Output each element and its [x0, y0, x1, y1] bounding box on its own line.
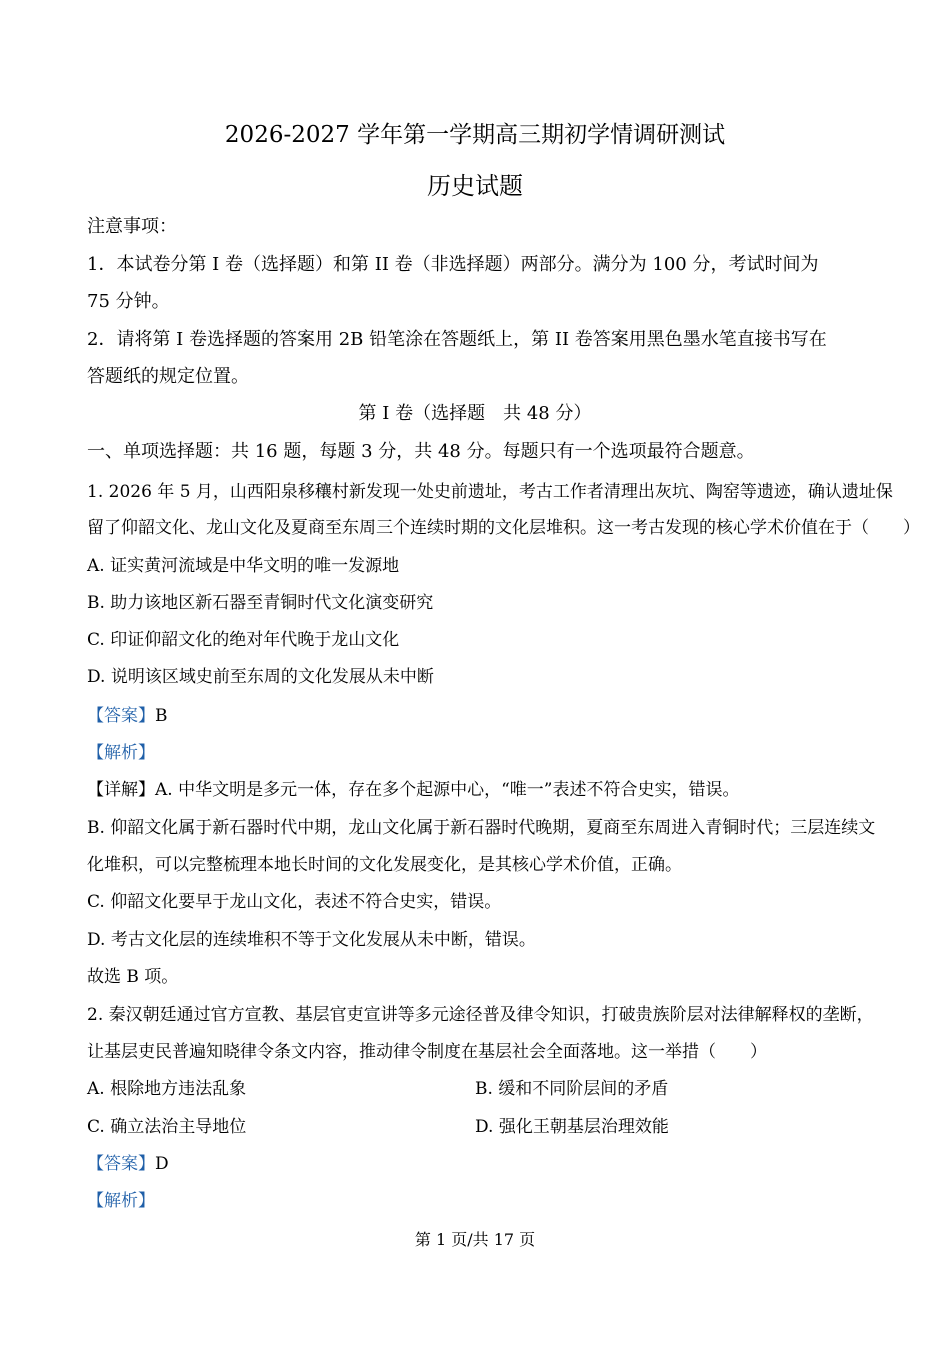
- q2-option-c: C. 确立法治主导地位: [87, 1117, 247, 1137]
- q2-answer-tag: 【答案】: [87, 1154, 155, 1174]
- q1-option-c: C. 印证仰韶文化的绝对年代晚于龙山文化: [87, 630, 400, 650]
- q2-option-d: D. 强化王朝基层治理效能: [475, 1117, 669, 1137]
- notice-item-2-line-2: 答题纸的规定位置。: [87, 366, 249, 387]
- q1-option-b: B. 助力该地区新石器至青铜时代文化演变研究: [87, 593, 434, 613]
- q1-option-d: D. 说明该区域史前至东周的文化发展从未中断: [87, 667, 434, 687]
- q1-stem-line-1: 1. 2026 年 5 月，山西阳泉移穰村新发现一处史前遗址，考古工作者清理出灰坑、陶窑等遗迹，确认遗址保: [87, 482, 893, 502]
- q1-answer-value: B: [155, 706, 168, 726]
- notice-item-2-line-1: 2．请将第 I 卷选择题的答案用 2B 铅笔涂在答题纸上，第 II 卷答案用黑色墨水笔直接书写在: [87, 329, 827, 350]
- q1-detail-d: D. 考古文化层的连续堆积不等于文化发展从未中断，错误。: [87, 930, 536, 950]
- q2-option-b: B. 缓和不同阶层间的矛盾: [475, 1079, 669, 1099]
- notice-heading: 注意事项：: [87, 216, 177, 237]
- q2-stem-line-1: 2. 秦汉朝廷通过官方宣教、基层官吏宣讲等多元途径普及律令知识，打破贵族阶层对法律解释权的垄断，: [87, 1005, 874, 1025]
- q2-analysis-label: 【解析】: [87, 1191, 155, 1211]
- q1-detail-c: C. 仰韶文化要早于龙山文化，表述不符合史实，错误。: [87, 892, 502, 912]
- q1-analysis-label: 【解析】: [87, 743, 155, 763]
- exam-title: 2026-2027 学年第一学期高三期初学情调研测试: [224, 122, 726, 148]
- q2-option-a: A. 根除地方违法乱象: [87, 1079, 247, 1099]
- q2-analysis-tag: [87, 1186, 155, 1211]
- q1-option-a: A. 证实黄河流域是中华文明的唯一发源地: [87, 556, 400, 576]
- q2-answer: [87, 1149, 169, 1174]
- notice-item-1-line-1: 1．本试卷分第 I 卷（选择题）和第 II 卷（非选择题）两部分。满分为 100 分，考试时间为: [87, 254, 819, 275]
- q1-detail-a-text: A. 中华文明是多元一体，存在多个起源中心，“唯一”表述不符合史实，错误。: [155, 780, 740, 800]
- notice-item-1-line-2: 75 分钟。: [87, 291, 170, 312]
- q1-answer: [87, 701, 168, 726]
- page-footer: 第 1 页/共 17 页: [414, 1230, 536, 1249]
- q1-detail-a: [87, 775, 739, 800]
- q1-detail-b-line-1: B. 仰韶文化属于新石器时代中期，龙山文化属于新石器时代晚期，夏商至东周进入青铜时代；三层连续文: [87, 818, 876, 838]
- q1-detail-tag: 【详解】: [87, 780, 155, 800]
- q1-stem-line-2: 留了仰韶文化、龙山文化及夏商至东周三个连续时期的文化层堆积。这一考古发现的核心学术价值在于（ ）: [87, 518, 920, 538]
- section-instruction: 一、单项选择题：共 16 题，每题 3 分，共 48 分。每题只有一个选项最符合题意。: [87, 441, 755, 462]
- q2-stem-line-2: 让基层吏民普遍知晓律令条文内容，推动律令制度在基层社会全面落地。这一举措（ ）: [87, 1042, 767, 1062]
- q1-answer-tag: 【答案】: [87, 706, 155, 726]
- q1-analysis-tag: [87, 738, 155, 763]
- q2-answer-value: D: [155, 1154, 169, 1174]
- q1-conclusion: 故选 B 项。: [87, 967, 179, 987]
- section-title: 第 I 卷（选择题 共 48 分）: [358, 403, 592, 424]
- exam-subtitle: 历史试题: [427, 172, 523, 200]
- q1-detail-b-line-2: 化堆积，可以完整梳理本地长时间的文化发展变化，是其核心学术价值，正确。: [87, 855, 682, 875]
